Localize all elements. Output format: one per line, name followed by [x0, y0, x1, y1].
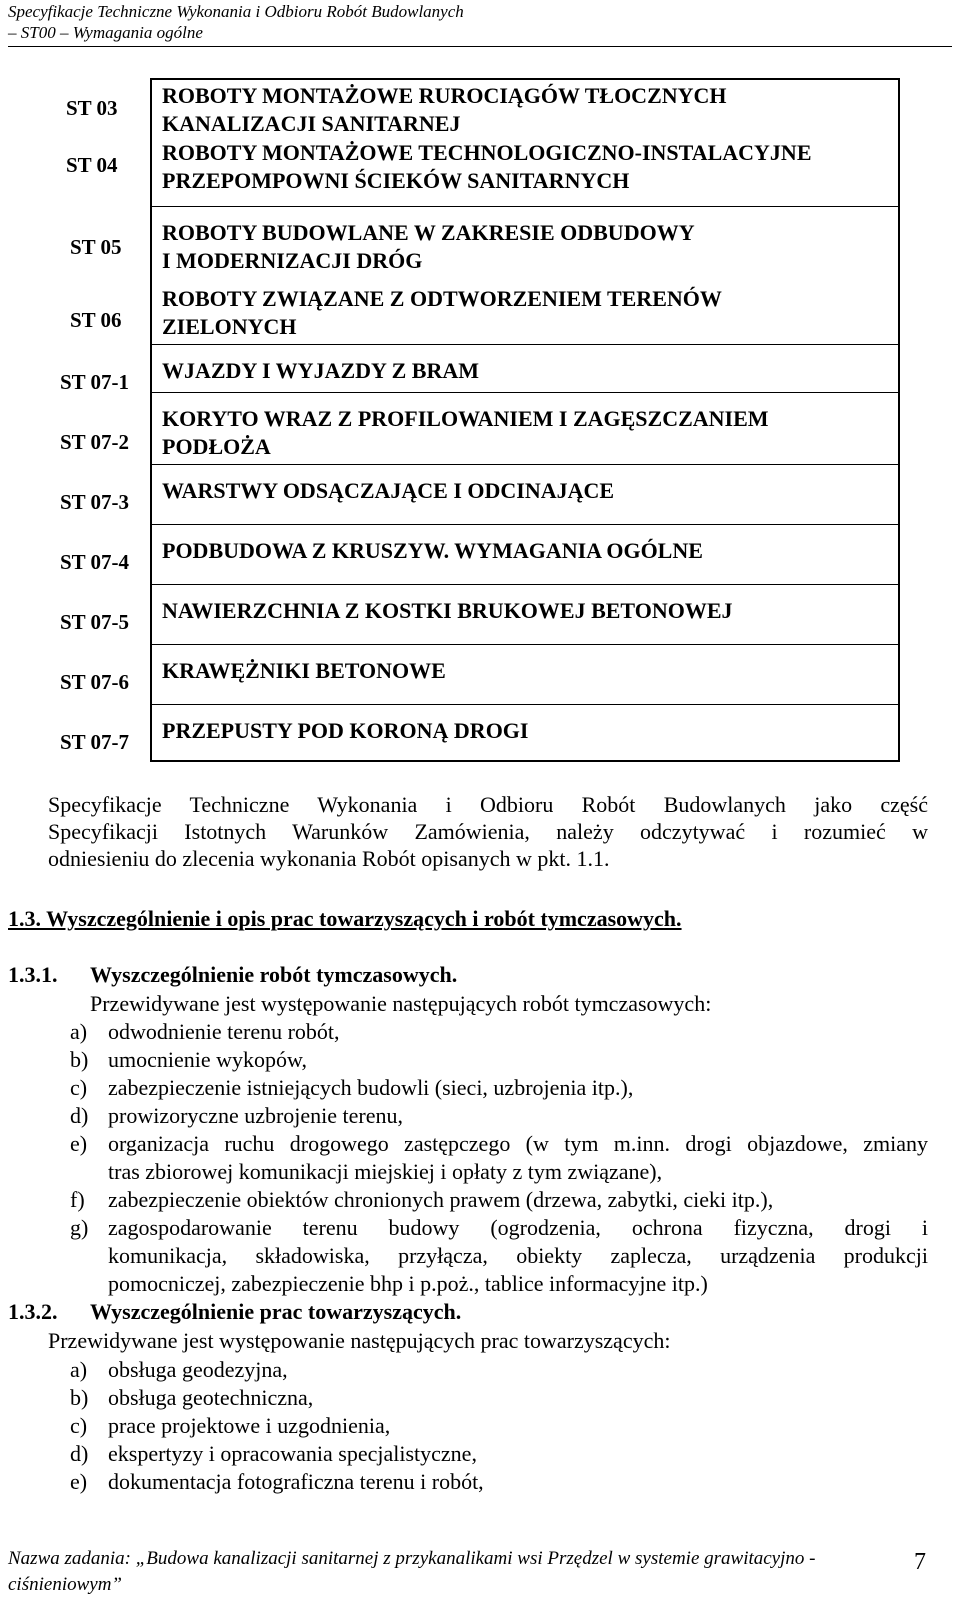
spec-code: ST 05	[70, 235, 122, 259]
document-header-title: Specyfikacje Techniczne Wykonania i Odbioru Robót Budowlanych	[8, 2, 464, 21]
list-item-text: obsługa geodezyjna,	[108, 1357, 288, 1382]
list-item-letter: b)	[70, 1385, 89, 1410]
table-cell-text: ROBOTY ZWIĄZANE Z ODTWORZENIEM TERENÓW	[162, 286, 722, 311]
section-intro: Przewidywane jest występowanie następujących robót tymczasowych:	[90, 991, 712, 1016]
section-heading-1-3-2: Wyszczególnienie prac towarzyszących.	[90, 1299, 462, 1324]
spec-code: ST 03	[66, 96, 118, 120]
table-cell-text: ROBOTY MONTAŻOWE TECHNOLOGICZNO-INSTALACYJNE	[162, 140, 812, 165]
list-item-letter: a)	[70, 1019, 88, 1044]
list-item-letter: a)	[70, 1357, 88, 1382]
document-header-subtitle: – ST00 – Wymagania ogólne	[8, 23, 203, 42]
table-row	[152, 585, 898, 645]
list-item-letter: c)	[70, 1075, 88, 1100]
table-cell-text: PRZEPOMPOWNI ŚCIEKÓW SANITARNYCH	[162, 168, 630, 193]
table-cell-text: I MODERNIZACJI DRÓG	[162, 248, 423, 273]
list-item-text: prowizoryczne uzbrojenie terenu,	[108, 1103, 404, 1128]
list-item-text: zabezpieczenie istniejących budowli (sieci, uzbrojenia itp.),	[108, 1075, 634, 1100]
section-number: 1.3.2.	[8, 1299, 58, 1324]
list-item-letter: f)	[70, 1187, 85, 1212]
list-item-text: obsługa geotechniczna,	[108, 1385, 314, 1410]
table-cell-text: ROBOTY BUDOWLANE W ZAKRESIE ODBUDOWY	[162, 220, 695, 245]
list-item-letter: c)	[70, 1413, 88, 1438]
list-item-text: dokumentacja fotograficzna terenu i robót,	[108, 1469, 484, 1494]
table-cell-text: WJAZDY I WYJAZDY Z BRAM	[162, 358, 479, 383]
list-item-text: prace projektowe i uzgodnienia,	[108, 1413, 391, 1438]
spec-code: ST 07-2	[60, 430, 130, 454]
table-cell-text: KRAWĘŻNIKI BETONOWE	[162, 658, 446, 683]
section-heading-1-3-1: Wyszczególnienie robót tymczasowych.	[90, 962, 458, 987]
spec-code: ST 07-1	[60, 370, 130, 394]
list-item-letter: d)	[70, 1441, 89, 1466]
spec-code: ST 07-5	[60, 610, 130, 634]
spec-code: ST 04	[66, 153, 118, 177]
list-item-letter: b)	[70, 1047, 89, 1072]
table-row	[152, 393, 898, 465]
spec-code: ST 07-6	[60, 670, 130, 694]
paragraph-line: Specyfikacje Techniczne Wykonania i Odbioru Robót Budowlanych jako część	[48, 792, 928, 817]
table-row	[152, 525, 898, 585]
spec-code: ST 07-3	[60, 490, 130, 514]
table-cell-text: PODŁOŻA	[162, 434, 271, 459]
list-item-text: zagospodarowanie terenu budowy (ogrodzenia, ochrona fizyczna, drogi i komunikacja, składowiska, przyłącza, obiekty zaplecza, urządzenia produkcji pomocniczej, zabezpieczenie bhp i p.poż., tablice informacyjne itp.)	[108, 1215, 928, 1296]
list-item-text: ekspertyzy i opracowania specjalistyczne,	[108, 1441, 477, 1466]
list-item-text: zabezpieczenie obiektów chronionych prawem (drzewa, zabytki, cieki itp.),	[108, 1187, 774, 1212]
spec-code: ST 07-4	[60, 550, 130, 574]
page-number: 7	[914, 1549, 926, 1575]
section-number: 1.3.1.	[8, 962, 58, 987]
table-cell-text: ZIELONYCH	[162, 314, 297, 339]
table-row	[152, 345, 898, 393]
list-item-letter: e)	[70, 1469, 88, 1494]
table-cell-text: KORYTO WRAZ Z PROFILOWANIEM I ZAGĘSZCZANIEM	[162, 406, 769, 431]
intro-paragraph	[48, 791, 928, 872]
section-heading-1-3: 1.3. Wyszczególnienie i opis prac towarzyszących i robót tymczasowych.	[8, 906, 682, 931]
list-item-text: umocnienie wykopów,	[108, 1047, 307, 1072]
paragraph-line: Specyfikacji Istotnych Warunków Zamówienia, należy odczytywać i rozumieć w	[48, 819, 928, 844]
list-item-letter: g)	[70, 1215, 89, 1240]
table-row	[152, 705, 898, 760]
table-row	[152, 207, 898, 345]
spec-table	[150, 78, 900, 762]
table-cell-text: WARSTWY ODSĄCZAJĄCE I ODCINAJĄCE	[162, 478, 615, 503]
table-cell-text: KANALIZACJI SANITARNEJ	[162, 111, 461, 136]
document-footer: Nazwa zadania: „Budowa kanalizacji sanitarnej z przykanalikami wsi Przędzel w systemie grawitacyjno - ciśnieniowym”	[8, 1548, 816, 1595]
table-cell-text: NAWIERZCHNIA Z KOSTKI BRUKOWEJ BETONOWEJ	[162, 598, 733, 623]
spec-code: ST 07-7	[60, 730, 130, 754]
table-row	[152, 645, 898, 705]
list-item-letter: d)	[70, 1103, 89, 1128]
list-item-letter: e)	[70, 1131, 88, 1156]
spec-code: ST 06	[70, 308, 122, 332]
table-row	[152, 80, 898, 207]
list-item-text: organizacja ruchu drogowego zastępczego (w tym m.inn. drogi objazdowe, zmiany tras zbiorowej komunikacji miejskiej i opłaty z tym związane),	[108, 1131, 928, 1184]
table-cell-text: PRZEPUSTY POD KORONĄ DROGI	[162, 718, 529, 743]
header-rule	[8, 46, 952, 47]
table-cell-text: PODBUDOWA Z KRUSZYW. WYMAGANIA OGÓLNE	[162, 538, 703, 563]
section-intro: Przewidywane jest występowanie następujących prac towarzyszących:	[48, 1328, 671, 1353]
table-row	[152, 465, 898, 525]
paragraph-line: odniesieniu do zlecenia wykonania Robót opisanych w pkt. 1.1.	[48, 846, 610, 871]
table-cell-text: ROBOTY MONTAŻOWE RUROCIĄGÓW TŁOCZNYCH	[162, 83, 727, 108]
list-item-text: odwodnienie terenu robót,	[108, 1019, 340, 1044]
